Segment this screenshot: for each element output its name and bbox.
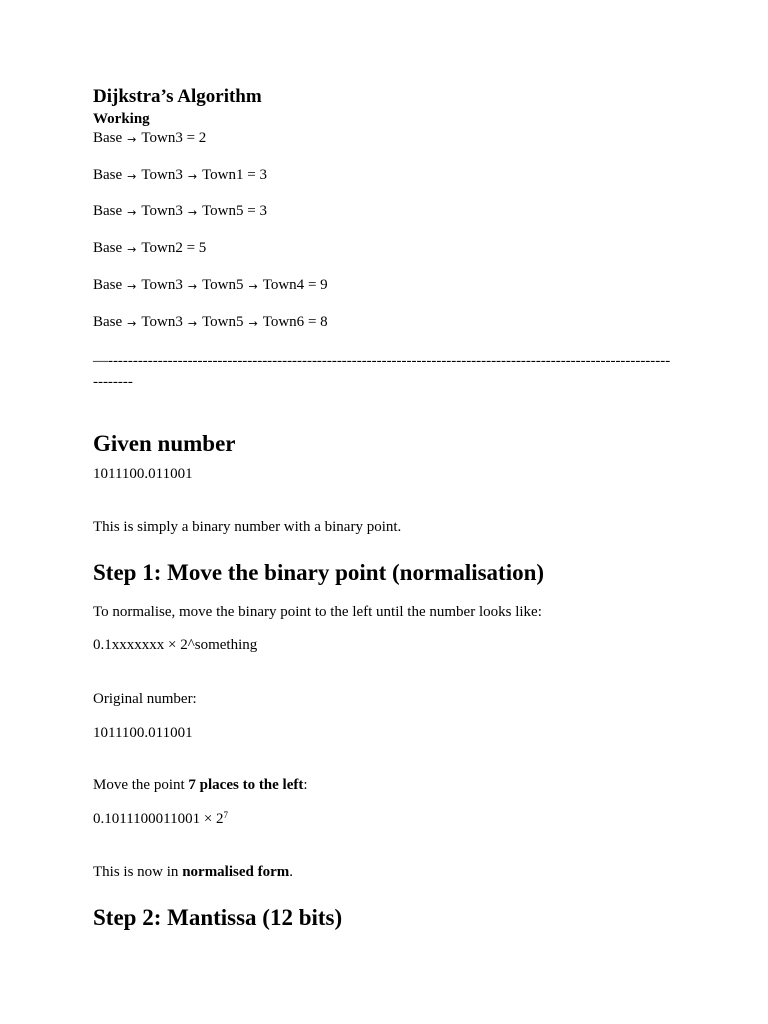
arrow-icon: →: [248, 317, 258, 330]
arrow-icon: →: [187, 206, 198, 219]
normalised-statement: [93, 864, 293, 881]
normalised-statement-suffix: .: [289, 864, 294, 880]
route-line: [93, 167, 267, 184]
route-cost: = 5: [186, 240, 207, 256]
given-number-note: This is simply a binary number with a binary point.: [93, 519, 402, 535]
route-node: Town4: [262, 277, 305, 293]
route-node: Base: [93, 167, 123, 183]
route-line: [93, 130, 206, 147]
route-line: [93, 203, 267, 220]
route-node: Town3: [141, 277, 183, 293]
arrow-icon: →: [187, 280, 198, 293]
route-node: Town3: [141, 314, 183, 330]
original-number-label: Original number:: [93, 691, 197, 707]
move-point-suffix: :: [303, 777, 308, 793]
route-cost: = 9: [307, 277, 328, 293]
normalised-form-template: 0.1xxxxxxx × 2^something: [93, 637, 258, 653]
route-node: Base: [93, 130, 123, 146]
arrow-icon: →: [127, 243, 137, 256]
move-point-prefix: Move the point: [93, 777, 189, 793]
arrow-icon: →: [127, 317, 137, 330]
route-cost: = 3: [247, 203, 267, 219]
route-node: Base: [93, 314, 123, 330]
route-node: Base: [93, 240, 123, 256]
given-number-value: 1011100.011001: [93, 466, 193, 482]
arrow-icon: →: [127, 206, 137, 219]
document-title: Dijkstra’s Algorithm: [93, 86, 262, 107]
normalised-statement-prefix: This is now in: [93, 864, 183, 880]
route-cost: = 3: [247, 167, 267, 183]
arrow-icon: →: [248, 280, 258, 293]
normalised-result: [93, 811, 228, 828]
original-number-value: 1011100.011001: [93, 725, 193, 741]
route-node: Town5: [202, 277, 244, 293]
arrow-icon: →: [187, 170, 198, 183]
route-line: [93, 314, 328, 331]
route-node: Town5: [202, 203, 244, 219]
normalised-result-exponent: 7: [223, 810, 229, 820]
normalised-statement-emphasis: normalised form: [182, 864, 290, 880]
route-node: Town3: [141, 167, 183, 183]
move-point-instruction: [93, 777, 308, 794]
route-node: Base: [93, 277, 123, 293]
route-line: [93, 240, 206, 257]
given-number-heading: Given number: [93, 431, 236, 456]
arrow-icon: →: [127, 280, 137, 293]
separator-line: —-------------------------------------------------------------------------------------------------------------------------: [93, 353, 671, 390]
step1-intro: To normalise, move the binary point to the left until the number looks like:: [93, 604, 542, 620]
step2-heading: Step 2: Mantissa (12 bits): [93, 905, 343, 930]
route-node: Town1: [202, 167, 244, 183]
arrow-icon: →: [187, 317, 198, 330]
route-node: Town2: [141, 240, 183, 256]
working-subtitle: Working: [93, 111, 150, 127]
route-node: Base: [93, 203, 123, 219]
arrow-icon: →: [127, 133, 137, 146]
arrow-icon: →: [127, 170, 137, 183]
route-cost: = 2: [186, 130, 207, 146]
route-node: Town3: [141, 130, 183, 146]
route-line: [93, 277, 328, 294]
normalised-result-base: 0.1011100011001 × 2: [93, 811, 224, 827]
route-cost: = 8: [307, 314, 328, 330]
route-node: Town3: [141, 203, 183, 219]
route-node: Town6: [262, 314, 305, 330]
move-point-emphasis: 7 places to the left: [188, 777, 304, 793]
step1-heading: Step 1: Move the binary point (normalisation): [93, 560, 545, 585]
route-node: Town5: [202, 314, 244, 330]
